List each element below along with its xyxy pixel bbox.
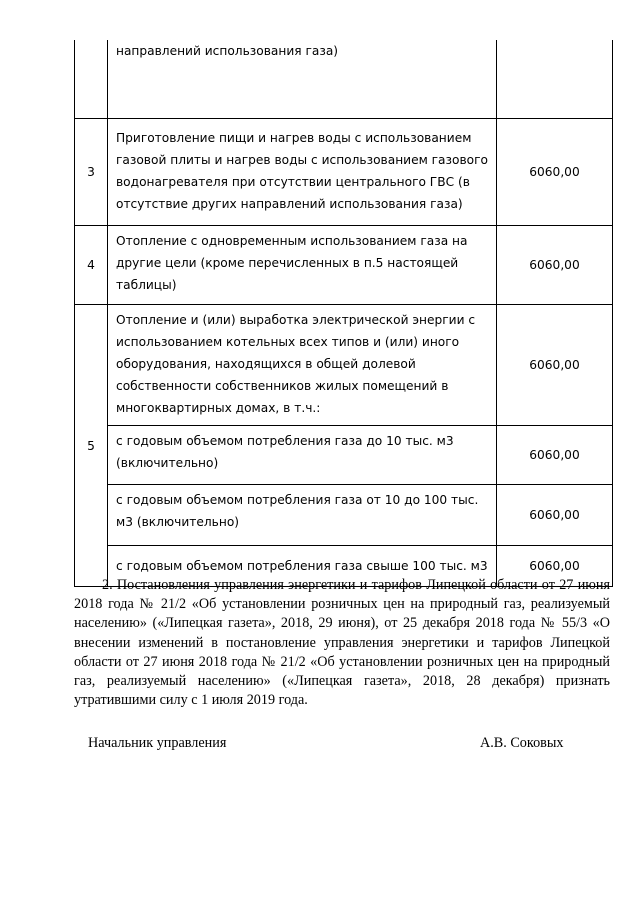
row-description: с годовым объемом потребления газа свыше 100 тыс. м3 [108, 546, 497, 587]
row-description: направлений использования газа) [108, 40, 497, 119]
row-price: 6060,00 [497, 546, 613, 587]
table-row [75, 226, 613, 305]
table-row [75, 119, 613, 226]
row-number: 4 [75, 226, 108, 305]
row-number [75, 40, 108, 119]
table-row [75, 426, 613, 485]
row-price: 6060,00 [497, 226, 613, 305]
row-price [497, 40, 613, 119]
table-row [75, 485, 613, 546]
row-description: с годовым объемом потребления газа до 10 тыс. м3 (включительно) [108, 426, 497, 485]
table-row [75, 40, 613, 119]
row-description: Отопление и (или) выработка электрической энергии с использованием котельных всех типов и (или) иного оборудования, находящихся в общей долевой собственности собственников жилых помещений в многоквартирных домах, в т.ч.: [108, 305, 497, 426]
row-number: 5 [75, 305, 108, 587]
row-price: 6060,00 [497, 485, 613, 546]
tariff-table [74, 40, 613, 587]
row-price: 6060,00 [497, 426, 613, 485]
row-description: с годовым объемом потребления газа от 10 до 100 тыс. м3 (включительно) [108, 485, 497, 546]
resolution-paragraph: 2. Постановления управления энергетики и тарифов Липецкой области от 27 июня 2018 года № 21/2 «Об установлении розничных цен на природный газ, реализуемый населению» («Липецкая газета», 2018, 29 июня), от 25 декабря 2018 года № 55/3 «О внесении изменений в постановление управления энергетики и тарифов Липецкой области от 27 июня 2018 года № 21/2 «Об установлении розничных цен на природный газ, реализуемый населению» («Липецкая газета», 2018, 28 декабря) признать утратившими силу с 1 июля 2019 года. [74, 577, 610, 709]
row-number: 3 [75, 119, 108, 226]
signatory-position: Начальник управления [88, 735, 227, 751]
row-description: Приготовление пищи и нагрев воды с использованием газовой плиты и нагрев воды с использованием газового водонагревателя при отсутствии центрального ГВС (в отсутствие других направлений использования газа) [108, 119, 497, 226]
row-price: 6060,00 [497, 119, 613, 226]
signatory-name: А.В. Соковых [480, 735, 564, 751]
table-row [75, 305, 613, 426]
row-price: 6060,00 [497, 305, 613, 426]
row-description: Отопление с одновременным использованием газа на другие цели (кроме перечисленных в п.5 настоящей таблицы) [108, 226, 497, 305]
